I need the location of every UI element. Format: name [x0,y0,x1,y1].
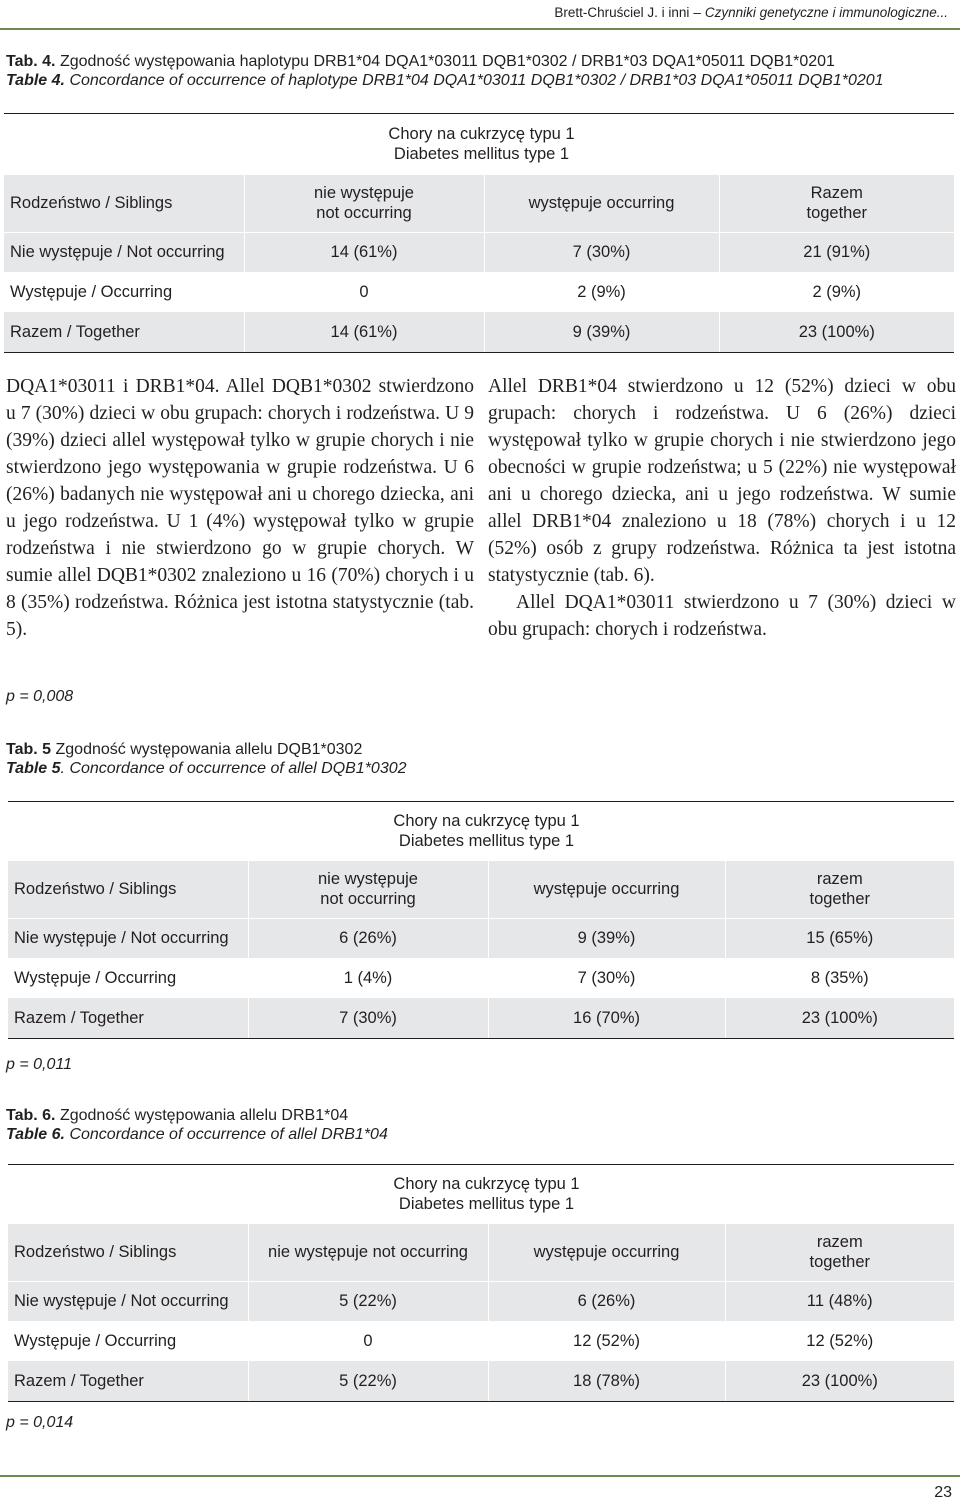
table-cell: 14 (61%) [244,232,484,272]
table-row [4,232,954,272]
col-header-not-occurring: nie występuje not occurring [248,1223,488,1281]
table-cell: 0 [244,272,484,312]
table-cell: 8 (35%) [810,969,869,987]
group-header: Chory na cukrzycę typu 1 Diabetes mellitus type 1 [244,114,719,174]
table4-caption [6,52,884,90]
table-cell: 23 (100%) [719,312,954,352]
body-text-right: Allel DRB1*04 stwierdzono u 12 (52%) dzieci w obu grupach: chorych i rodzeństwa. U 6 (26%) dzieci występował tylko w grupie chorych i nie stwierdzono jego obecności w grupie rodzeństwa; u 5 (22%) nie występował ani u chorego dziecka, ani u jego rodzeństwa. W sumie allel DRB1*04 znaleziono u 18 (78%) chorych i u 12 (52%) osób z grupy rodzeństwa. Różnica ta jest istotna statystycznie (tab. 6). Allel DQA1*03011 stwierdzono u 7 (30%) dzieci w obu grupach: chorych i rodzeństwa. [488,376,956,640]
row-label: Występuje / Occurring [4,272,244,312]
row-label: Razem / Together [8,1361,248,1401]
table-cell: 6 (26%) [488,1281,725,1321]
table-group-header-row [4,114,954,174]
table-cell: 23 (100%) [725,998,954,1038]
col-header-occurring: występuje occurring [488,860,725,918]
running-head [554,5,948,20]
table-cell: 5 (22%) [248,1361,488,1401]
table-cell: 23 (100%) [725,1361,954,1401]
col-header-occurring: występuje occurring [488,1223,725,1281]
table5-p-value: p = 0,011 [6,1056,72,1073]
table-cell: 7 (30%) [488,958,725,998]
table-cell: 9 (39%) [488,918,725,958]
table-row [8,958,954,998]
col-header-together: razem together [725,1223,954,1281]
table-cell: 11 (48%) [725,1281,954,1321]
running-head-title: Czynniki genetyczne i immunologiczne... [704,5,948,20]
row-label: Nie występuje / Not occurring [8,918,248,958]
col-header-together: Razem together [719,174,954,232]
table-row [4,272,954,312]
table5-caption-pl: Tab. 5 Zgodność występowania allelu DQB1*0302 [6,741,363,758]
row-header: Rodzeństwo / Siblings [4,174,244,232]
body-text-left: DQA1*03011 i DRB1*04. Allel DQB1*0302 stwierdzono u 7 (30%) dzieci w obu grupach: chorych i rodzeństwa. U 9 (39%) dzieci allel występował tylko w grupie chorych i nie stwierdzono jego występowania w grupie rodzeństwa. U 6 (26%) badanych nie występował ani u chorego dziecka, ani u jego rodzeństwa. U 1 (4%) występował tylko w grupie rodzeństwa i nie stwierdzono go w grupie chorych. W sumie allel DQB1*0302 znaleziono u 16 (70%) chorych i u 8 (35%) rodzeństwa. Różnica jest istotna statystycznie (tab. 5). [6,376,474,640]
header-rule [0,28,960,30]
group-header: Chory na cukrzycę typu 1 Diabetes mellitus type 1 [248,1165,725,1223]
table-cell: 12 (52%) [488,1321,725,1361]
table5-caption [6,740,407,778]
table5 [8,802,954,1038]
table-row [8,1361,954,1401]
table5-caption-en: Table 5. Concordance of occurrence of allel DQB1*0302 [6,760,407,777]
table-cell: 2 (9%) [812,283,862,301]
table-cell: 14 (61%) [244,312,484,352]
col-header-not-occurring: nie występuje not occurring [244,174,484,232]
table6-caption-en: Table 6. Concordance of occurrence of allel DRB1*04 [6,1126,388,1143]
row-label: Występuje / Occurring [8,1321,248,1361]
col-header-together: razem together [725,860,954,918]
table4 [4,114,954,352]
running-head-authors: Brett-Chruściel J. i inni [554,5,690,20]
row-label: Nie występuje / Not occurring [4,232,244,272]
table-header-row [4,174,954,232]
table-cell: 6 (26%) [248,918,488,958]
table-header-row [8,1223,954,1281]
table-cell: 9 (39%) [484,312,719,352]
table-cell: 15 (65%) [725,918,954,958]
table-group-header-row [8,1165,954,1223]
row-header: Rodzeństwo / Siblings [8,860,248,918]
table-cell: 2 (9%) [484,272,719,312]
table-row [8,918,954,958]
table-cell: 0 [248,1321,488,1361]
row-label: Nie występuje / Not occurring [8,1281,248,1321]
row-label: Razem / Together [8,998,248,1038]
table4-caption-en: Table 4. Concordance of occurrence of haplotype DRB1*04 DQA1*03011 DQB1*0302 / DRB1*03 DQA1*05011 DQB1*0201 [6,72,884,89]
table-cell: 5 (22%) [248,1281,488,1321]
table-cell: 7 (30%) [248,998,488,1038]
page-header [0,0,960,30]
row-label: Razem / Together [4,312,244,352]
page-number: 23 [934,1484,952,1501]
row-header: Rodzeństwo / Siblings [8,1223,248,1281]
table-row [8,1321,954,1361]
table-row [4,312,954,352]
table-cell: 1 (4%) [248,958,488,998]
table-cell: 21 (91%) [719,232,954,272]
table-row [8,998,954,1038]
table-group-header-row [8,802,954,860]
table4-caption-pl: Tab. 4. Zgodność występowania haplotypu DRB1*04 DQA1*03011 DQB1*0302 / DRB1*03 DQA1*05011 DQB1*0201 [6,53,835,70]
table4-p-value: p = 0,008 [6,688,74,705]
table-cell: 18 (78%) [488,1361,725,1401]
running-head-separator: – [693,5,701,20]
col-header-occurring: występuje occurring [484,174,719,232]
row-label: Występuje / Occurring [8,958,248,998]
table6-caption [6,1106,388,1144]
table6-caption-pl: Tab. 6. Zgodność występowania allelu DRB1*04 [6,1107,349,1124]
col-header-not-occurring: nie występuje not occurring [248,860,488,918]
table-cell: 12 (52%) [806,1332,874,1350]
table6 [8,1165,954,1401]
footer-rule [0,1475,960,1477]
table-cell: 16 (70%) [488,998,725,1038]
table-cell: 7 (30%) [484,232,719,272]
table-header-row [8,860,954,918]
group-header: Chory na cukrzycę typu 1 Diabetes mellitus type 1 [248,802,725,860]
table-row [8,1281,954,1321]
table6-p-value: p = 0,014 [6,1414,74,1431]
